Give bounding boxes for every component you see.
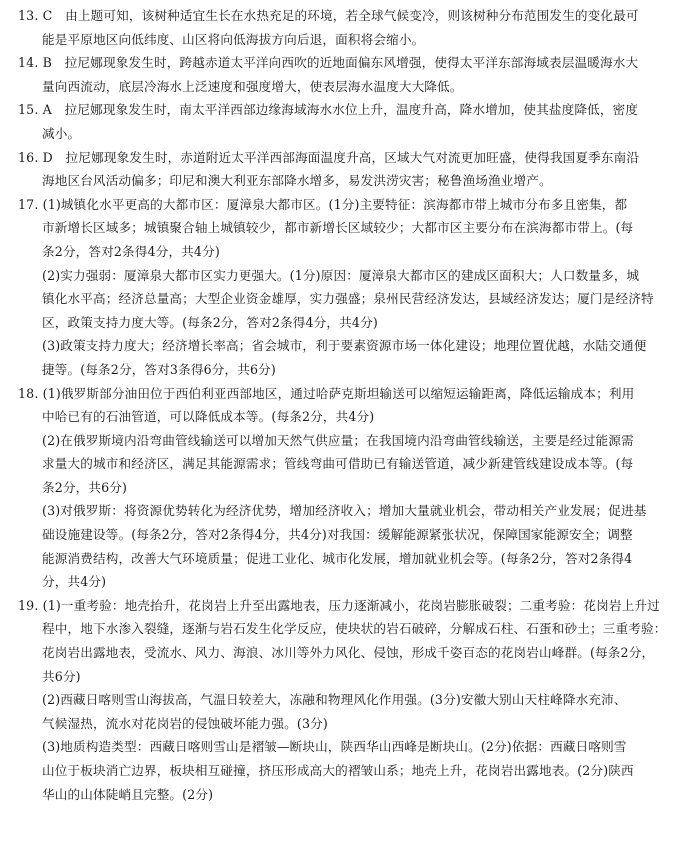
answer-13	[18, 4, 678, 51]
text-line: 花岗岩出露地表，受流水、风力、海浪、冰川等外力风化、侵蚀，形成千姿百态的花岗岩山峰群。(每条2分，	[42, 645, 655, 661]
answer-17	[18, 193, 678, 382]
text-line: 条2分，共6分)	[42, 479, 128, 495]
answer-18	[18, 382, 678, 594]
text-line: 共6分)	[42, 668, 81, 684]
text-line: 分，共4分)	[42, 574, 107, 590]
text-line: 程中，地下水渗入裂缝，逐渐与岩石发生化学反应，使块状的岩石破碎，分解成石柱、石蛋和砂土；三重考验：	[42, 621, 667, 637]
text-line: 区，政策支持力度大等。(每条2分，答对2条得4分，共4分)	[42, 314, 378, 330]
text-line: 华山的山体陡峭且完整。(2分)	[42, 786, 214, 802]
text-line: 求量大的城市和经济区，满足其能源需求；管线弯曲可借助已有输送管道，减少新建管线建设成本等。(每	[42, 456, 634, 472]
text-line: 17. (1)城镇化水平更高的大都市区：厦漳泉大都市区。(1分)主要特征：滨海都市带上城市分布多且密集，都	[18, 196, 628, 212]
text-line: (3)地质构造类型：西藏日喀则雪山是褶皱—断块山，陕西华山西峰是断块山。(2分)依据：西藏日喀则雪	[42, 739, 627, 755]
answer-16	[18, 146, 678, 193]
text-line: 捷等。(每条2分，答对3条得6分，共6分)	[42, 361, 276, 377]
text-line: 础设施建设等。(每条2分，答对2条得4分，共4分)对我国：缓解能源紧张状况，保障国家能源安全；调整	[42, 527, 633, 543]
text-line: 中哈已有的石油管道，可以降低成本等。(每条2分，共4分)	[42, 409, 375, 425]
text-line: 能源消费结构，改善大气环境质量；促进工业化、城市化发展，增加就业机会等。(每条2分，答对2条得4	[42, 550, 633, 566]
text-line: 海地区台风活动偏多；印尼和澳大利亚东部降水增多，易发洪涝灾害；秘鲁渔场渔业增产。	[42, 173, 552, 189]
text-line: 16. D 拉尼娜现象发生时，赤道附近太平洋西部海面温度升高，区域大气对流更加旺盛，使得我国夏季东南沿	[18, 149, 640, 165]
text-line: (2)实力强弱：厦漳泉大都市区实力更强大。(1分)原因：厦漳泉大都市区的建成区面积大；人口数量多，城	[42, 267, 640, 283]
answer-15	[18, 98, 678, 145]
text-line: 19. (1)一重考验：地壳抬升，花岗岩上升至出露地表，压力逐渐减小，花岗岩膨胀破裂；二重考验：花岗岩上升过	[18, 597, 660, 613]
answer-14	[18, 51, 678, 98]
text-line: 13. C 由上题可知，该树种适宜生长在水热充足的环境，若全球气候变冷，则该树种分布范围发生的变化最可	[18, 8, 639, 23]
text-line: 15. A 拉尼娜现象发生时，南太平洋西部边缘海域海水水位上升，温度升高，降水增加，使其盐度降低，密度	[18, 102, 639, 118]
text-line: 量向西流动，底层冷海水上泛速度和强度增大，使表层海水温度大大降低。	[42, 78, 463, 94]
text-line: (2)西藏日喀则雪山海拔高，气温日较差大，冻融和物理风化作用强。(3分)安徽大别山天柱峰降水充沛、	[42, 692, 627, 708]
text-line: 14. B 拉尼娜现象发生时，跨越赤道太平洋向西吹的近地面偏东风增强，使得太平洋东部海域表层温暖海水大	[18, 55, 639, 71]
text-line: 减小。	[42, 125, 81, 141]
text-line: (3)对俄罗斯：将资源优势转化为经济优势，增加经济收入；增加大量就业机会，带动相关产业发展；促进基	[42, 503, 647, 519]
text-line: 镇化水平高；经济总量高；大型企业资金雄厚，实力强盛；泉州民营经济发达，县域经济发达；厦门是经济特	[42, 291, 654, 307]
text-line: 能是平原地区向低纬度、山区将向低海拔方向后退，面积将会缩小。	[42, 31, 425, 47]
text-line: (2)在俄罗斯境内沿弯曲管线输送可以增加天然气供应量；在我国境内沿弯曲管线输送，主要是经过能源需	[42, 432, 634, 448]
text-line: 山位于板块消亡边界，板块相互碰撞，挤压形成高大的褶皱山系；地壳上升，花岗岩出露地表。(2分)陕西	[42, 763, 634, 778]
text-line: (3)政策支持力度大；经济增长率高；省会城市，利于要素资源市场一体化建设；地理位置优越，水陆交通便	[42, 338, 647, 354]
text-line: 市新增长区域多；城镇聚合轴上城镇较少，都市新增长区域较少；大都市区主要分布在滨海都市带上。(每	[42, 220, 634, 236]
text-line: 18. (1)俄罗斯部分油田位于西伯利亚西部地区，通过哈萨克斯坦输送可以缩短运输距离，降低运输成本；利用	[18, 385, 635, 401]
text-line: 气候湿热，流水对花岗岩的侵蚀破坏能力强。(3分)	[42, 715, 328, 731]
text-line: 条2分，答对2条得4分，共4分)	[42, 243, 220, 259]
answer-19	[18, 594, 678, 806]
